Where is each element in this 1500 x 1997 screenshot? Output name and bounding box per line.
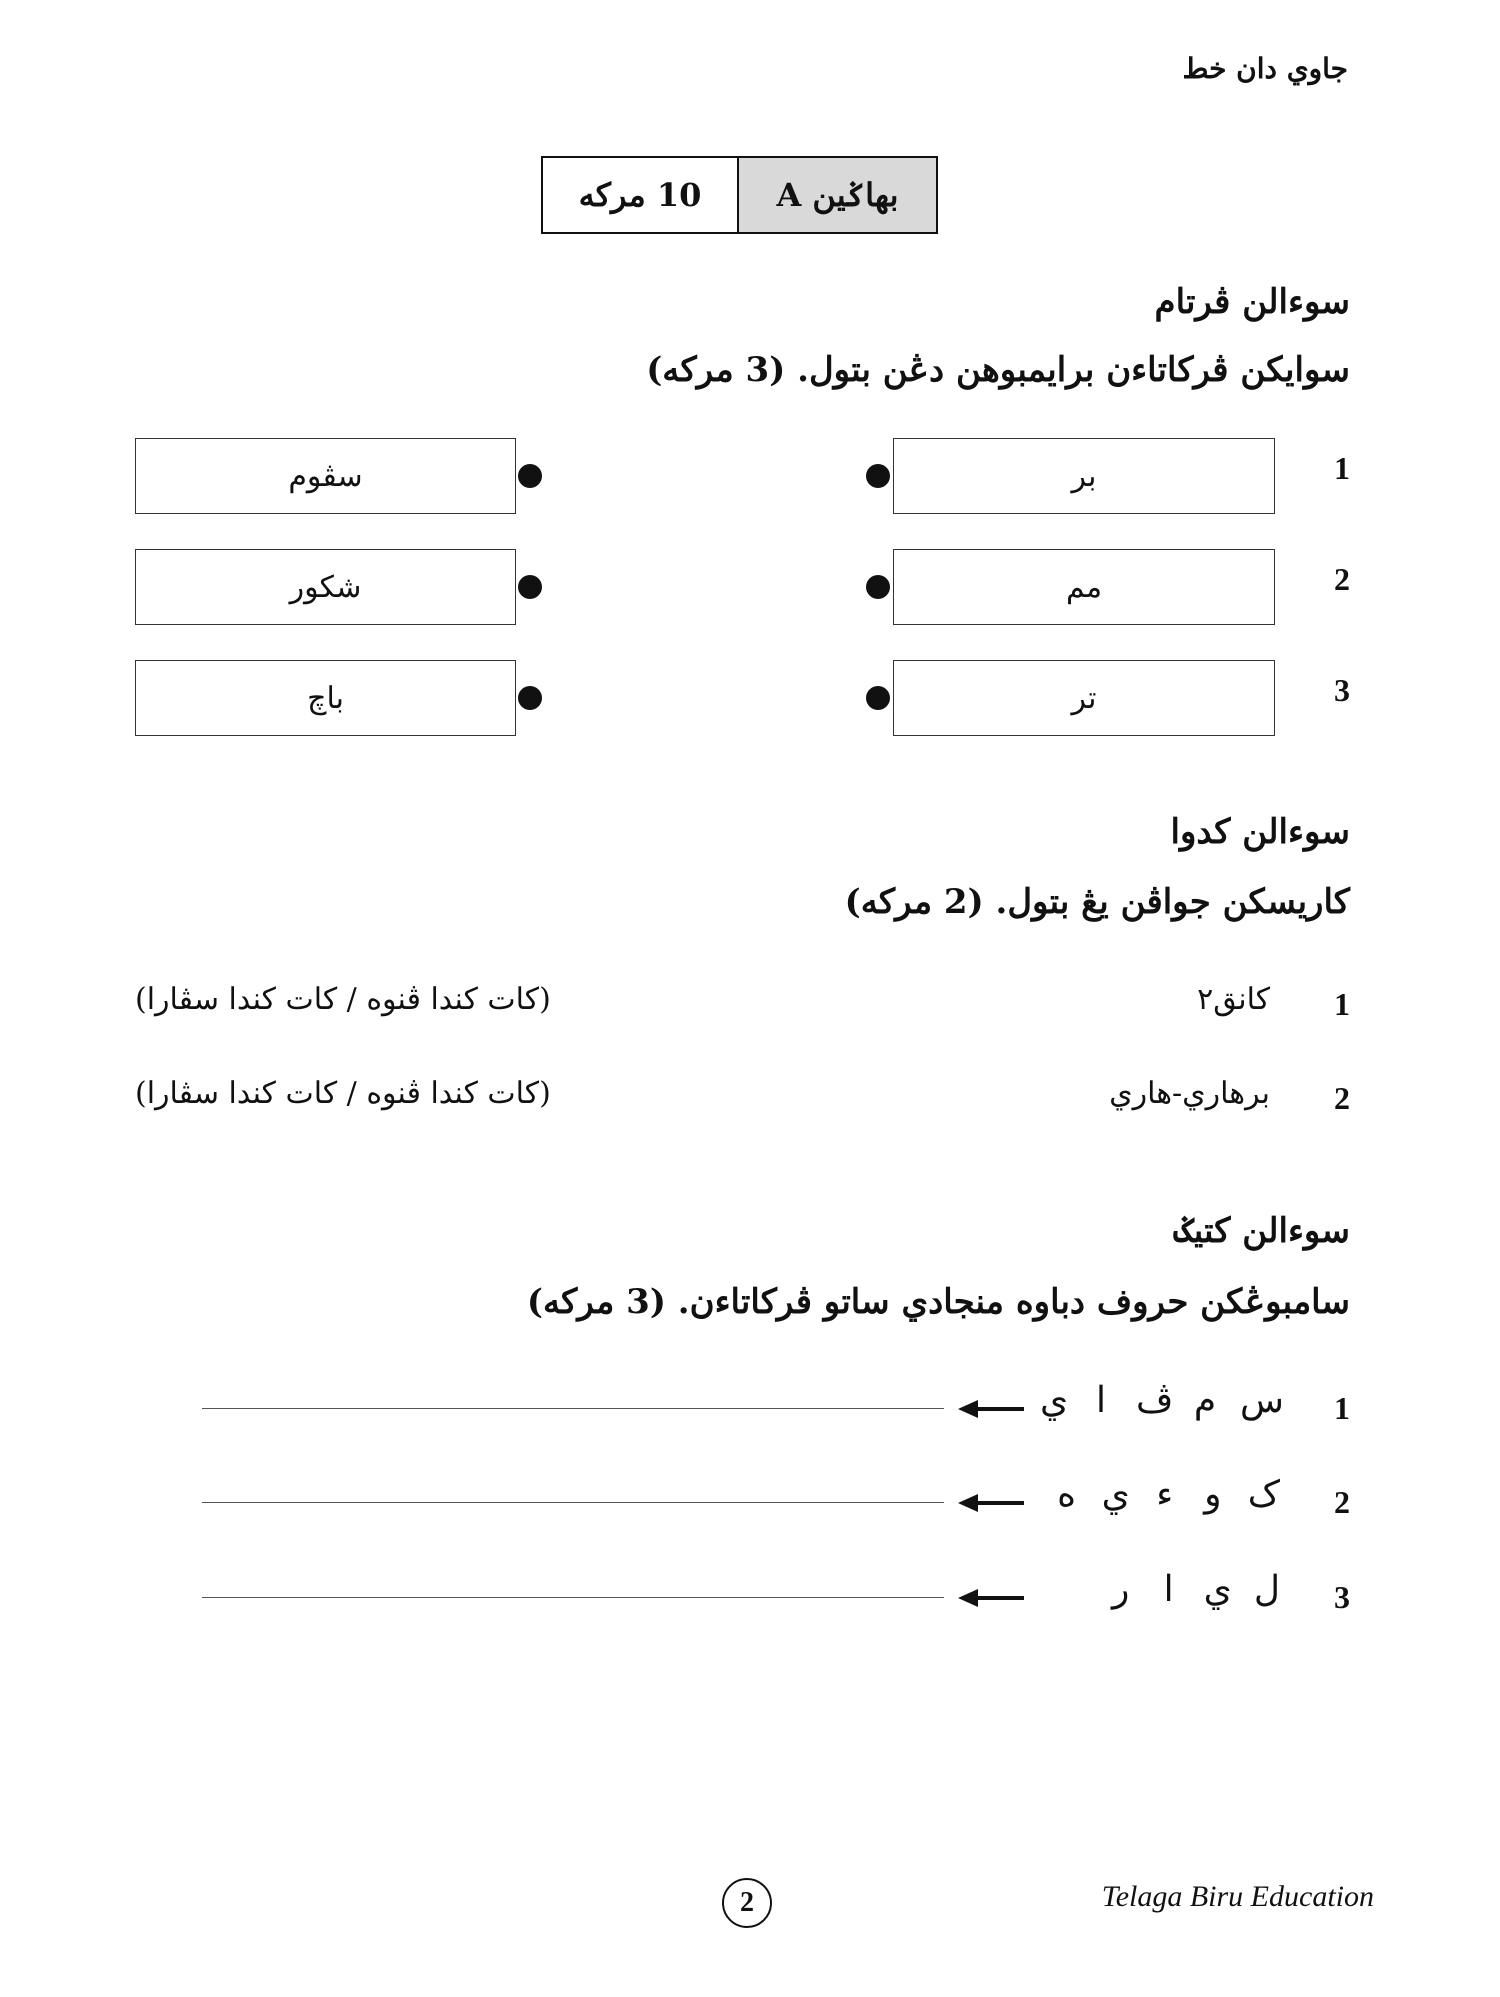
q3-row-1-letter-1: س — [1239, 1380, 1284, 1421]
q2-instruction: کاريسکن جواڤن يڠ بتول. (2 مركه) — [844, 882, 1350, 922]
q1-row-1-prefix-box — [893, 438, 1275, 514]
q3-row-1-letter-3: ڤ — [1136, 1380, 1174, 1421]
q3-row-2-letter-2: و — [1204, 1474, 1222, 1515]
q3-row-1-letter-4: ا — [1095, 1380, 1106, 1421]
q3-row-3-arrow-icon — [958, 1588, 1026, 1608]
page-number: 2 — [722, 1878, 772, 1928]
q2-row-2-word: برهاري-هاري — [1109, 1076, 1270, 1111]
q1-row-2-word: شکور — [289, 569, 362, 605]
q3-row-3-number: 3 — [1334, 1579, 1350, 1615]
q3-row-1-arrow-icon — [958, 1399, 1026, 1419]
q1-row-2-prefix: مم — [1065, 569, 1103, 605]
q2-row-1-word: کانق٢ — [1197, 982, 1270, 1017]
q3-row-2-letter-5: ه — [1057, 1474, 1077, 1515]
q1-row-3-right-dot[interactable] — [866, 686, 890, 710]
q1-row-1-left-dot[interactable] — [518, 464, 542, 488]
q1-row-1-word: سڤوم — [288, 458, 363, 494]
q1-row-1-right-dot[interactable] — [866, 464, 890, 488]
q1-row-1-word-box — [135, 438, 516, 514]
q3-row-2-arrow-icon — [958, 1493, 1026, 1513]
q2-row-2-number: 2 — [1334, 1080, 1350, 1116]
q3-title: سوءالن کتيݢ — [1173, 1211, 1350, 1251]
section-name: بهاݢين A — [739, 158, 936, 232]
section-marks: 10 مركه — [543, 158, 739, 232]
q3-row-2-letter-3: ء — [1156, 1474, 1174, 1515]
q1-row-2-left-dot[interactable] — [518, 575, 542, 599]
q3-row-1-letters — [1040, 1380, 1284, 1421]
q1-row-3-left-dot[interactable] — [518, 686, 542, 710]
q3-row-1-number: 1 — [1334, 1390, 1350, 1426]
q3-instruction: سامبوڠکن حروف دباوه منجادي ساتو ڤرکاتاءن. (3 مركه) — [526, 1282, 1350, 1322]
q2-row-2-choices[interactable]: (کات کندا ڤنوه / کات کندا سڤارا) — [135, 1076, 551, 1111]
q2-row-1-number: 1 — [1334, 986, 1350, 1022]
q3-row-2-answer-line[interactable] — [202, 1502, 944, 1503]
q1-instruction: سوايکن ڤرکاتاءن برايمبوهن دڠن بتول. (3 مركه) — [646, 350, 1350, 390]
q3-row-3-letter-4: ر — [1111, 1569, 1130, 1610]
q3-row-3-answer-line[interactable] — [202, 1597, 944, 1598]
q1-row-3-number: 3 — [1334, 672, 1350, 708]
q1-title: سوءالن ڤرتام — [1154, 282, 1350, 322]
q3-row-3-letter-2: ي — [1203, 1569, 1232, 1610]
q1-row-3-prefix: تر — [1071, 680, 1097, 716]
q1-row-1-number: 1 — [1334, 450, 1350, 486]
q2-row-1-choices[interactable]: (کات کندا ڤنوه / کات کندا سڤارا) — [135, 982, 551, 1017]
q3-row-3-letter-1: ل — [1253, 1569, 1280, 1610]
q1-row-2-number: 2 — [1334, 561, 1350, 597]
q1-row-3-prefix-box — [893, 660, 1275, 736]
q3-row-1-letter-2: م — [1193, 1380, 1217, 1421]
q3-row-2-letter-1: ک — [1247, 1474, 1280, 1515]
q3-row-1-letter-5: ي — [1040, 1380, 1069, 1421]
q3-row-1-answer-line[interactable] — [202, 1408, 944, 1409]
q1-row-1-prefix: بر — [1071, 458, 1097, 494]
q3-row-3-letter-3: ا — [1163, 1569, 1174, 1610]
q3-row-2-number: 2 — [1334, 1484, 1350, 1520]
q3-row-2-letters — [1040, 1474, 1280, 1515]
q2-title: سوءالن کدوا — [1170, 812, 1350, 852]
q3-row-3-letters — [1040, 1569, 1280, 1610]
q1-row-3-word: باچ — [307, 680, 344, 716]
publisher-credit: Telaga Biru Education — [1101, 1880, 1374, 1913]
q3-row-2-letter-4: ي — [1101, 1474, 1130, 1515]
q1-row-2-prefix-box — [893, 549, 1275, 625]
q1-row-2-right-dot[interactable] — [866, 575, 890, 599]
q1-row-2-word-box — [135, 549, 516, 625]
q1-row-3-word-box — [135, 660, 516, 736]
subject-title: جاوي دان خط — [1182, 52, 1348, 85]
section-header-box — [541, 156, 938, 234]
